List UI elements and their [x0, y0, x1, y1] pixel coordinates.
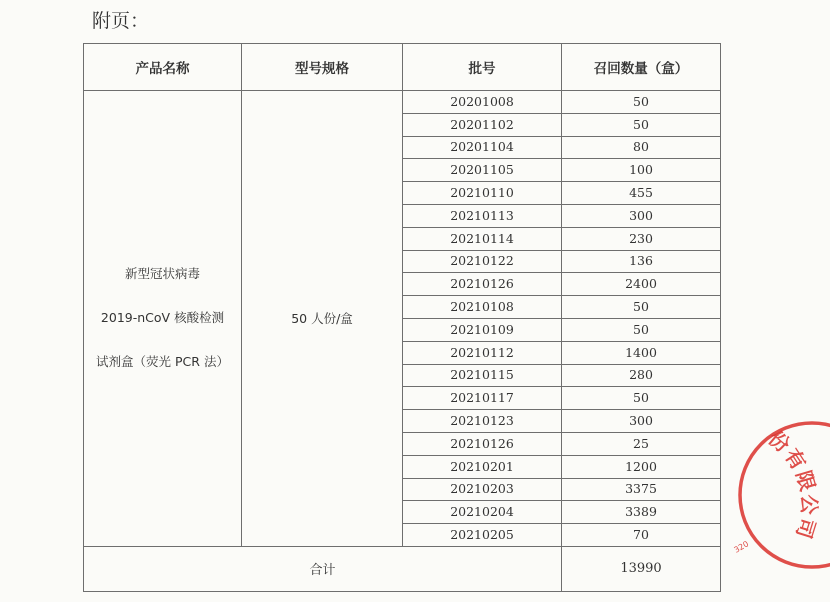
batch-number-cell: 20201104	[403, 136, 562, 159]
table-row	[84, 91, 721, 114]
svg-text:320: 320	[732, 539, 751, 555]
batch-number-cell: 20210123	[403, 410, 562, 433]
batch-number-cell: 20210204	[403, 501, 562, 524]
batch-number-cell: 20210201	[403, 455, 562, 478]
batch-number-cell: 20210114	[403, 227, 562, 250]
batch-number-cell: 20210115	[403, 364, 562, 387]
header-batch-number: 批号	[403, 44, 562, 91]
recall-quantity-cell: 455	[562, 182, 721, 205]
batch-number-cell: 20210122	[403, 250, 562, 273]
recall-quantity-cell: 3389	[562, 501, 721, 524]
recall-quantity-cell: 300	[562, 410, 721, 433]
recall-quantity-cell: 50	[562, 387, 721, 410]
batch-number-cell: 20210113	[403, 204, 562, 227]
recall-quantity-cell: 50	[562, 113, 721, 136]
recall-quantity-cell: 70	[562, 524, 721, 547]
batch-number-cell: 20201105	[403, 159, 562, 182]
recall-quantity-cell: 1400	[562, 341, 721, 364]
recall-quantity-cell: 136	[562, 250, 721, 273]
batch-number-cell: 20210110	[403, 182, 562, 205]
page-heading: 附页：	[92, 10, 150, 32]
product-name-line: 新型冠状病毒	[124, 266, 200, 282]
svg-text:份有限公司: 份有限公司	[763, 425, 822, 544]
recall-quantity-cell: 100	[562, 159, 721, 182]
batch-number-cell: 20210203	[403, 478, 562, 501]
product-name-cell	[84, 91, 242, 547]
recall-quantity-cell: 50	[562, 91, 721, 114]
company-seal	[712, 400, 830, 590]
table-body	[84, 91, 721, 592]
product-name-line: 试剂盒（荧光 PCR 法）	[96, 354, 229, 370]
recall-quantity-cell: 50	[562, 318, 721, 341]
recall-quantity-cell: 300	[562, 204, 721, 227]
model-spec-cell: 50 人份/盒	[242, 91, 403, 547]
batch-number-cell: 20210109	[403, 318, 562, 341]
batch-number-cell: 20210117	[403, 387, 562, 410]
recall-quantity-cell: 25	[562, 432, 721, 455]
batch-number-cell: 20201102	[403, 113, 562, 136]
header-recall-quantity: 召回数量（盒）	[562, 44, 721, 91]
batch-number-cell: 20210126	[403, 432, 562, 455]
product-name-line: 2019-nCoV 核酸检测	[100, 310, 225, 326]
recall-quantity-cell: 80	[562, 136, 721, 159]
batch-number-cell: 20210108	[403, 296, 562, 319]
recall-quantity-cell: 3375	[562, 478, 721, 501]
recall-table	[83, 43, 721, 592]
total-row	[84, 546, 721, 591]
total-value: 13990	[562, 546, 721, 591]
batch-number-cell: 20210126	[403, 273, 562, 296]
batch-number-cell: 20210112	[403, 341, 562, 364]
recall-quantity-cell: 2400	[562, 273, 721, 296]
total-label: 合计	[84, 546, 562, 591]
recall-quantity-cell: 1200	[562, 455, 721, 478]
batch-number-cell: 20201008	[403, 91, 562, 114]
table-header-row	[84, 44, 721, 91]
recall-quantity-cell: 50	[562, 296, 721, 319]
batch-number-cell: 20210205	[403, 524, 562, 547]
recall-quantity-cell: 280	[562, 364, 721, 387]
header-model-spec: 型号规格	[242, 44, 403, 91]
header-product-name: 产品名称	[84, 44, 242, 91]
recall-quantity-cell: 230	[562, 227, 721, 250]
